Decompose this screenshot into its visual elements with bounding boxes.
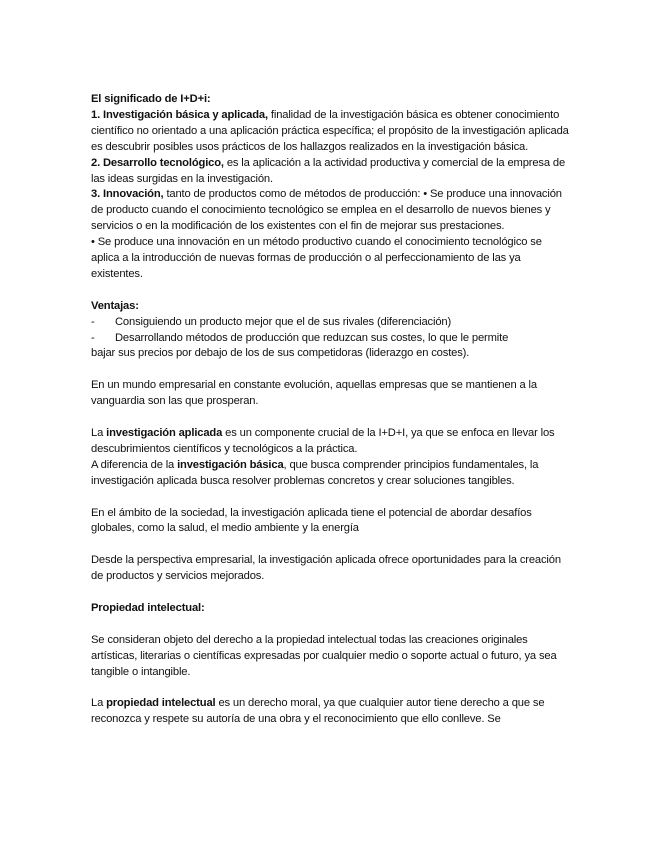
item-desarrollo: 2. Desarrollo tecnológico, es la aplicación a la actividad productiva y comercial de la empresa de las ideas surgidas en la investigación.: [91, 156, 566, 185]
paragraph-basica: A diferencia de la investigación básica, que busca comprender principios fundamentales, la investigación aplicada busca resolver problemas concretos y crear soluciones tangibles.: [91, 458, 539, 487]
spacer: [91, 410, 571, 426]
ventajas-item-2: - Desarrollando métodos de producción que reduzcan sus costes, lo que le permite: [91, 331, 571, 347]
paragraph-mundo: En un mundo empresarial en constante evolución, aquellas empresas que se mantienen a la vanguardia son las que prosperan.: [91, 379, 537, 408]
spacer: [91, 680, 571, 696]
item-label: 2. Desarrollo tecnológico,: [91, 156, 224, 169]
spacer: [91, 585, 571, 601]
spacer: [91, 617, 571, 633]
spacer: [91, 283, 571, 299]
item-innovacion: 3. Innovación, tanto de productos como de métodos de producción: • Se produce una innovación de producto cuando el conocimiento tecnológico se emplea en el desarrollo de nuevos bienes y servicios o en la modificación de los existentes con el fin de mejorar sus prestaciones.: [91, 188, 562, 233]
bullet-metodo: • Se produce una innovación en un método productivo cuando el conocimiento tecnológico se aplica a la introducción de nuevas formas de producción o al perfeccionamiento de las ya existentes.: [91, 236, 542, 280]
paragraph-aplicada: La investigación aplicada es un componente crucial de la I+D+I, ya que se enfoca en llevar los descubrimientos científicos y tecnológicos a la práctica.: [91, 426, 555, 455]
ventajas-item-1: - Consiguiendo un producto mejor que el de sus rivales (diferenciación): [91, 315, 571, 331]
spacer: [91, 362, 571, 378]
item-label: 1. Investigación básica y aplicada,: [91, 108, 268, 121]
document-body: [91, 92, 571, 728]
spacer: [91, 490, 571, 506]
ventajas-heading: Ventajas:: [91, 299, 139, 312]
spacer: [91, 537, 571, 553]
paragraph-sociedad: En el ámbito de la sociedad, la investigación aplicada tiene el potencial de abordar desafíos globales, como la salud, el medio ambiente y la energía: [91, 506, 532, 535]
ventajas-item-2-continuation: bajar sus precios por debajo de los de sus competidoras (liderazgo en costes).: [91, 347, 470, 360]
paragraph-propiedad: La propiedad intelectual es un derecho moral, ya que cualquier autor tiene derecho a que se reconozca y respete su autoría de una obra y el reconocimiento que ello conlleve. Se: [91, 697, 545, 726]
dash-marker: -: [91, 331, 95, 344]
paragraph-objeto: Se consideran objeto del derecho a la propiedad intelectual todas las creaciones originales artísticas, literarias o científicas expresadas por cualquier medio o soporte actual o futuro, ya sea tangible o intangible.: [91, 633, 557, 678]
section-title: El significado de I+D+i:: [91, 93, 211, 105]
item-investigacion: 1. Investigación básica y aplicada, finalidad de la investigación básica es obtener conocimiento científico no orientado a una aplicación práctica específica; el propósito de la investigación aplicada es descubrir posibles usos prácticos de los hallazgos realizados en la investigación básica.: [91, 108, 569, 153]
propiedad-heading: Propiedad intelectual:: [91, 601, 205, 614]
paragraph-empresarial: Desde la perspectiva empresarial, la investigación aplicada ofrece oportunidades para la creación de productos y servicios mejorados.: [91, 554, 561, 583]
item-label: 3. Innovación,: [91, 188, 164, 201]
dash-marker: -: [91, 315, 95, 328]
